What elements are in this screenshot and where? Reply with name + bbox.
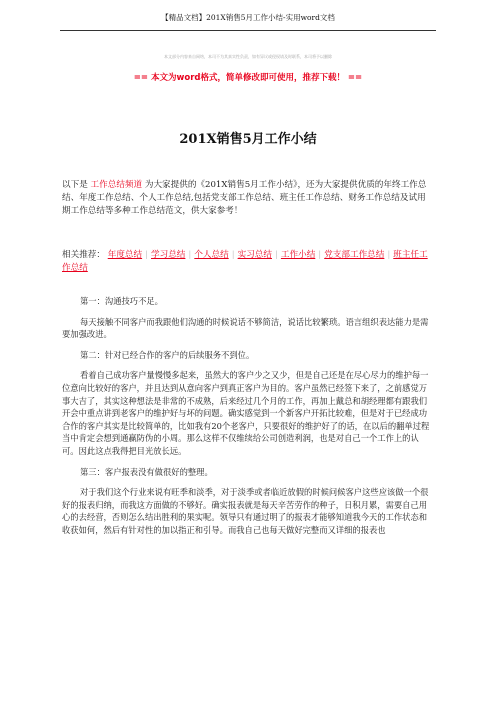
article-body	[62, 295, 434, 545]
header-divider	[60, 30, 436, 31]
related-link[interactable]: 学习总结	[151, 250, 186, 260]
related-recommendations	[62, 249, 432, 275]
body-paragraph: 看着自己成功客户量慢慢多起来，虽然大的客户少之又少，但是自己还是在尽心尽力的维护每一位意向比较好的客户，并且达到从意向客户到真正客户为目的。客户虽然已经签下来了，之前感觉万事大吉了，其实这种想法是非常的不成熟，后来经过几个月的工作，再加上戴总和胡经理都有跟我们开会中重点讲到老客户的维护好与坏的问题。确实感觉到一个新客户开拓比较难，但是对于已经成功合作的客户其实是比较简单的，比如我有20个老客户，只要很好的维护好了的话，在以后的翻单过程当中肯定会想到通赢防伪的小周。那么这样不仅维续给公司创造利润，也是对自己一个工作上的认可。因此这点我得把目光放长远。	[62, 370, 430, 456]
article-title: 201X销售5月工作小结	[179, 132, 317, 147]
section-heading: 第二：针对已经合作的客户的后续服务不到位。	[80, 349, 255, 360]
link-separator: |	[188, 250, 192, 260]
related-link[interactable]: 班主任工作总结	[62, 250, 428, 273]
channel-link[interactable]: 工作总结频道	[90, 180, 143, 190]
document-header: 【精品文档】201X销售5月工作小结-实用word文档	[161, 13, 335, 22]
body-paragraph: 对于我们这个行业来说有旺季和淡季，对于淡季或者临近放假的时候问候客户这些应该做一个很好的报表归纳，而我这方面做的不够好。确实报表就是每天辛苦劳作的种子，日积月累，需要自己用心的去经营，否则怎么结出胜利的果实呢。领导只有通过明了的报表才能够知道我今天的工作状态和收获如何，然后有针对性的加以指正和引导。而我自己也每天做好完整而又详细的报表也	[62, 487, 429, 535]
intro-prefix: 以下是	[62, 180, 88, 190]
intro-paragraph	[62, 179, 432, 218]
related-link[interactable]: 实习总结	[237, 250, 272, 260]
link-separator: |	[145, 250, 149, 260]
related-label: 相关推荐：	[62, 250, 105, 260]
download-notice: == 本文为word格式，简单修改即可使用，推荐下载！ ==	[133, 73, 363, 83]
related-link[interactable]: 工作小结	[280, 250, 316, 260]
intro-rest: 为大家提供的《201X销售5月工作小结》，还为大家提供优质的年终工作总结、年度工作总结、个人工作总结,包括党支部工作总结、班主任工作总结、财务工作总结及试用期工作总结等多种工作总结范文，供大家参考！	[62, 180, 427, 216]
section-heading: 第三：客户报表没有做很好的整理。	[80, 466, 213, 477]
disclaimer-text: 本文部分内容来自网络，本司不为其真实性负责，如有异议或侵权请及时联系，本司将予以删除	[164, 54, 332, 59]
body-paragraph: 每天接触不同客户而我跟他们沟通的时候说话不够简洁，说话比较繁琐。语言组织表达能力是需要加强改进。	[62, 316, 429, 340]
related-links	[62, 250, 428, 273]
link-separator: |	[275, 250, 278, 260]
related-link[interactable]: 年度总结	[107, 250, 143, 260]
link-separator: |	[231, 250, 235, 260]
section-heading: 第一：沟通技巧不足。	[80, 296, 163, 306]
link-separator: |	[387, 250, 391, 260]
related-link[interactable]: 党支部工作总结	[324, 250, 385, 260]
link-separator: |	[318, 250, 322, 260]
related-link[interactable]: 个人总结	[194, 250, 229, 260]
